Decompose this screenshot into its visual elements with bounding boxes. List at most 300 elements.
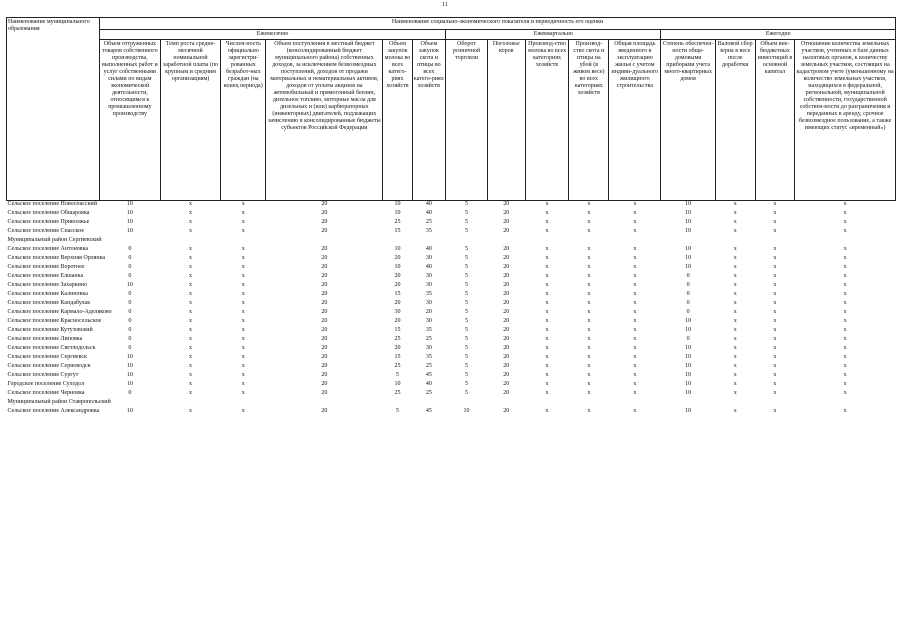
table-cell: 10: [685, 372, 692, 378]
table-cell: 20: [503, 219, 510, 225]
table-cell: x: [773, 273, 777, 279]
table-cell: x: [843, 282, 847, 288]
table-cell: x: [545, 318, 549, 324]
table-row: [7, 408, 896, 417]
table-cell: 20: [321, 282, 328, 288]
table-cell: 20: [321, 201, 328, 207]
table-cell: [795, 399, 896, 408]
table-cell: [487, 237, 525, 246]
table-cell: 5: [396, 408, 400, 414]
column-header: Отношение количества земельных участков, учтенных в базе данных налоговых органов, к количеству земельных участков, состоящих на кадастровом учете (уменьшенному на количество земельных участков, находящихся в федеральной, региональной, муниципальной собственности, государственной собствен-ности до разграничения и переданных в аренду, срочное безвозмездное пользование, а также имеющих статус «временный»): [795, 40, 896, 201]
table-cell: 10: [685, 327, 692, 333]
table-cell: x: [545, 345, 549, 351]
table-cell: x: [633, 219, 637, 225]
table-cell: 15: [394, 291, 401, 297]
group-quarterly: Ежеквартально: [446, 30, 661, 40]
table-cell: 35: [425, 291, 432, 297]
table-cell: x: [733, 372, 737, 378]
table-cell: x: [733, 210, 737, 216]
municipality-name: Сельское поселение Красносельское: [7, 318, 102, 324]
table-cell: [661, 237, 715, 246]
table-row: [7, 264, 896, 273]
table-cell: 30: [425, 300, 432, 306]
table-cell: [266, 237, 383, 246]
table-cell: x: [733, 327, 737, 333]
table-cell: x: [773, 282, 777, 288]
municipality-name: Сельское поселение Александровка: [7, 408, 100, 414]
table-cell: 5: [465, 345, 469, 351]
table-cell: 20: [321, 219, 328, 225]
table-cell: x: [633, 372, 637, 378]
table-cell: x: [773, 264, 777, 270]
table-cell: 10: [394, 264, 401, 270]
table-cell: x: [633, 291, 637, 297]
table-cell: 5: [465, 201, 469, 207]
table-cell: x: [633, 381, 637, 387]
table-cell: x: [241, 246, 245, 252]
table-cell: 10: [126, 219, 133, 225]
table-row: [7, 345, 896, 354]
table-row: [7, 318, 896, 327]
table-cell: 20: [321, 336, 328, 342]
table-cell: 30: [394, 309, 401, 315]
municipality-name: Сельское поселение Кармало-Аделяково: [7, 309, 112, 315]
table-cell: x: [587, 246, 591, 252]
table-cell: 20: [503, 255, 510, 261]
table-cell: [266, 399, 383, 408]
table-cell: x: [545, 273, 549, 279]
table-cell: x: [545, 228, 549, 234]
indicator-main-header: Наименование социально-экономического показателя и периодичность его оценки: [100, 18, 896, 30]
table-cell: 10: [685, 354, 692, 360]
group-yearly: Ежегодно: [661, 30, 896, 40]
municipality-name: Сельское поселение Черновка: [7, 390, 85, 396]
table-cell: x: [241, 363, 245, 369]
table-cell: x: [189, 210, 192, 216]
municipality-name: Сельское поселение Сергиевск: [7, 354, 87, 360]
table-cell: x: [587, 219, 591, 225]
table-cell: x: [587, 318, 591, 324]
column-header: Темп роста средне-месячной номинальной заработной платы (по крупным и средним организациям): [160, 40, 221, 201]
table-cell: 20: [503, 354, 510, 360]
table-cell: x: [545, 372, 549, 378]
municipality-name: Сельское поселение Новоспасский: [7, 201, 97, 207]
table-cell: 40: [425, 264, 432, 270]
table-cell: 30: [425, 345, 432, 351]
table-cell: 0: [686, 282, 690, 288]
table-cell: [412, 399, 445, 408]
table-row: [7, 201, 896, 211]
table-cell: 0: [128, 264, 132, 270]
table-cell: 10: [685, 228, 692, 234]
table-cell: x: [545, 201, 549, 207]
table-cell: [609, 237, 661, 246]
table-cell: x: [633, 282, 637, 288]
table-cell: x: [843, 408, 847, 414]
municipality-column-header: Наименование муниципального образования: [7, 18, 100, 201]
table-cell: x: [587, 354, 591, 360]
table-cell: x: [843, 264, 847, 270]
table-cell: 25: [394, 336, 401, 342]
table-cell: x: [733, 255, 737, 261]
table-row: [7, 246, 896, 255]
table-cell: x: [587, 273, 591, 279]
table-cell: 20: [503, 291, 510, 297]
table-cell: x: [241, 354, 245, 360]
table-cell: 5: [465, 309, 469, 315]
table-row: [7, 309, 896, 318]
table-cell: 10: [126, 282, 133, 288]
table-cell: x: [241, 273, 245, 279]
table-cell: 20: [503, 363, 510, 369]
table-cell: x: [773, 408, 777, 414]
municipality-name: Сельское поселение Верхняя Орлянка: [7, 255, 106, 261]
table-cell: x: [587, 363, 591, 369]
table-cell: x: [189, 381, 192, 387]
district-row: [7, 399, 896, 408]
table-cell: x: [733, 381, 737, 387]
table-cell: 5: [465, 318, 469, 324]
table-cell: x: [633, 390, 637, 396]
table-row: [7, 327, 896, 336]
table-cell: [755, 237, 795, 246]
table-cell: x: [773, 336, 777, 342]
table-cell: 20: [503, 228, 510, 234]
table-cell: x: [633, 327, 637, 333]
municipality-name: Муниципальный район Сергиевский: [7, 237, 102, 243]
table-cell: 5: [465, 354, 469, 360]
table-cell: x: [733, 201, 737, 207]
table-cell: 20: [321, 390, 328, 396]
table-cell: x: [545, 381, 549, 387]
table-cell: 5: [465, 381, 469, 387]
table-cell: x: [733, 264, 737, 270]
table-cell: x: [545, 255, 549, 261]
table-cell: 0: [128, 327, 132, 333]
municipality-name: Сельское поселение Калиновка: [7, 291, 88, 297]
table-cell: 25: [425, 336, 432, 342]
table-cell: [755, 399, 795, 408]
table-cell: x: [241, 345, 245, 351]
table-cell: 0: [686, 273, 690, 279]
table-cell: 0: [128, 345, 132, 351]
table-cell: x: [241, 381, 245, 387]
table-cell: 25: [425, 390, 432, 396]
table-cell: [221, 237, 266, 246]
table-cell: x: [633, 210, 637, 216]
table-cell: 20: [394, 300, 401, 306]
table-cell: 5: [465, 255, 469, 261]
table-cell: x: [733, 219, 737, 225]
table-cell: 15: [394, 327, 401, 333]
table-cell: 25: [394, 390, 401, 396]
municipality-name: Городское поселение Суходол: [7, 381, 85, 387]
table-cell: 10: [685, 246, 692, 252]
table-cell: 10: [685, 408, 692, 414]
table-cell: x: [773, 354, 777, 360]
table-cell: x: [545, 264, 549, 270]
table-cell: 10: [685, 381, 692, 387]
table-cell: 10: [394, 381, 401, 387]
municipality-name: Сельское поселение Захаркино: [7, 282, 88, 288]
table-cell: 0: [686, 336, 690, 342]
table-cell: x: [773, 318, 777, 324]
table-cell: 20: [321, 327, 328, 333]
table-cell: x: [733, 363, 737, 369]
table-cell: x: [843, 246, 847, 252]
table-cell: 10: [126, 363, 133, 369]
table-cell: 10: [126, 381, 133, 387]
table-cell: x: [843, 309, 847, 315]
table-cell: x: [733, 318, 737, 324]
column-header: Объем закупок молока во всех катего-риях хозяйств: [383, 40, 412, 201]
table-cell: x: [587, 255, 591, 261]
table-cell: 20: [394, 282, 401, 288]
table-cell: x: [733, 300, 737, 306]
table-cell: [609, 399, 661, 408]
table-cell: x: [633, 318, 637, 324]
table-cell: x: [633, 300, 637, 306]
table-row: [7, 363, 896, 372]
table-cell: x: [189, 390, 192, 396]
table-cell: 20: [321, 300, 328, 306]
table-cell: 5: [465, 219, 469, 225]
table-cell: 20: [503, 246, 510, 252]
table-cell: x: [587, 327, 591, 333]
municipality-name: Сельское поселение Спасское: [7, 228, 85, 234]
table-header: [7, 18, 896, 201]
table-cell: x: [587, 210, 591, 216]
table-cell: 5: [465, 210, 469, 216]
table-cell: 5: [465, 363, 469, 369]
table-cell: x: [843, 273, 847, 279]
table-cell: x: [189, 219, 192, 225]
table-cell: [525, 399, 569, 408]
table-cell: x: [773, 345, 777, 351]
municipality-name: Сельское поселение Светлодольск: [7, 345, 96, 351]
municipality-name: Сельское поселение Воротнее: [7, 264, 85, 270]
table-cell: x: [241, 390, 245, 396]
table-cell: x: [773, 390, 777, 396]
table-cell: x: [633, 408, 637, 414]
table-cell: 25: [394, 219, 401, 225]
district-row: [7, 237, 896, 246]
table-cell: x: [733, 246, 737, 252]
table-cell: 30: [425, 318, 432, 324]
table-cell: 20: [321, 309, 328, 315]
table-cell: [160, 399, 221, 408]
table-cell: 20: [425, 309, 432, 315]
table-cell: x: [189, 318, 192, 324]
table-row: [7, 336, 896, 345]
table-cell: x: [545, 327, 549, 333]
table-cell: x: [843, 354, 847, 360]
table-cell: x: [587, 228, 591, 234]
table-cell: 0: [128, 300, 132, 306]
table-cell: x: [545, 282, 549, 288]
column-header: Объем закупок скота и птицы во всех катего-риях хозяйств: [412, 40, 445, 201]
municipality-name: Сельское поселение Приволжье: [7, 219, 90, 225]
table-cell: x: [633, 363, 637, 369]
table-row: [7, 228, 896, 237]
table-cell: x: [733, 273, 737, 279]
table-cell: 20: [503, 318, 510, 324]
table-cell: x: [773, 381, 777, 387]
table-cell: [715, 399, 755, 408]
table-cell: 10: [685, 345, 692, 351]
table-cell: x: [773, 291, 777, 297]
table-cell: x: [773, 210, 777, 216]
table-cell: x: [843, 372, 847, 378]
table-cell: [383, 237, 412, 246]
table-cell: x: [587, 201, 591, 207]
table-cell: x: [189, 255, 192, 261]
table-cell: 5: [465, 246, 469, 252]
table-cell: x: [189, 282, 192, 288]
table-cell: 15: [394, 354, 401, 360]
column-header: Производ-ство молока во всех категориях хозяйств: [525, 40, 569, 201]
table-cell: 10: [126, 228, 133, 234]
table-cell: x: [587, 264, 591, 270]
table-cell: x: [189, 354, 192, 360]
table-cell: 0: [128, 246, 132, 252]
table-row: [7, 291, 896, 300]
table-cell: 20: [503, 309, 510, 315]
table-cell: x: [633, 345, 637, 351]
table-cell: x: [241, 318, 245, 324]
table-cell: x: [633, 228, 637, 234]
table-cell: x: [773, 219, 777, 225]
table-cell: 20: [321, 273, 328, 279]
table-cell: 20: [503, 372, 510, 378]
table-cell: x: [189, 273, 192, 279]
table-cell: x: [545, 309, 549, 315]
table-cell: x: [843, 345, 847, 351]
table-cell: x: [773, 201, 777, 207]
table-cell: 20: [321, 291, 328, 297]
table-cell: [661, 399, 715, 408]
table-cell: x: [633, 264, 637, 270]
table-cell: x: [189, 246, 192, 252]
table-cell: x: [733, 336, 737, 342]
table-cell: [795, 237, 896, 246]
municipality-name: Сельское поселение Обшаровка: [7, 210, 90, 216]
table-cell: x: [733, 291, 737, 297]
table-cell: 20: [503, 408, 510, 414]
column-header: Оборот розничной торговли: [446, 40, 488, 201]
table-cell: 0: [128, 273, 132, 279]
table-cell: 20: [394, 318, 401, 324]
table-cell: x: [733, 228, 737, 234]
table-cell: 10: [126, 210, 133, 216]
table-cell: x: [843, 336, 847, 342]
table-cell: x: [241, 291, 245, 297]
table-cell: x: [773, 228, 777, 234]
table-cell: x: [733, 408, 737, 414]
table-cell: x: [733, 390, 737, 396]
group-monthly: Ежемесячно: [100, 30, 446, 40]
table-cell: x: [189, 372, 192, 378]
table-cell: 20: [321, 408, 328, 414]
table-cell: x: [241, 228, 245, 234]
column-header: Числен-ность официально зарегистри-рованных безработ-ных граждан (на конец периода): [221, 40, 266, 201]
table-cell: 20: [503, 336, 510, 342]
table-cell: x: [733, 282, 737, 288]
municipality-name: Сельское поселение Липовка: [7, 336, 83, 342]
table-cell: 5: [465, 291, 469, 297]
table-cell: x: [587, 381, 591, 387]
table-cell: 40: [425, 210, 432, 216]
table-cell: [446, 237, 488, 246]
table-cell: x: [545, 363, 549, 369]
table-cell: x: [545, 291, 549, 297]
table-cell: x: [633, 354, 637, 360]
table-cell: 20: [503, 210, 510, 216]
table-cell: [569, 237, 609, 246]
table-cell: 10: [685, 219, 692, 225]
indicators-table: [6, 17, 896, 417]
table-cell: x: [843, 363, 847, 369]
table-cell: 20: [503, 273, 510, 279]
table-cell: x: [773, 255, 777, 261]
table-cell: x: [843, 201, 847, 207]
table-cell: 20: [321, 381, 328, 387]
table-row: [7, 219, 896, 228]
table-cell: 10: [463, 408, 470, 414]
table-cell: x: [633, 201, 637, 207]
table-cell: 5: [465, 273, 469, 279]
table-cell: [569, 399, 609, 408]
table-cell: 10: [685, 390, 692, 396]
table-cell: x: [189, 264, 192, 270]
table-cell: x: [241, 210, 245, 216]
table-cell: x: [843, 210, 847, 216]
table-row: [7, 282, 896, 291]
table-cell: x: [773, 309, 777, 315]
table-cell: x: [587, 300, 591, 306]
table-cell: x: [545, 246, 549, 252]
table-cell: 10: [685, 210, 692, 216]
table-cell: x: [843, 255, 847, 261]
table-cell: 20: [503, 345, 510, 351]
table-cell: 10: [685, 318, 692, 324]
table-cell: 5: [465, 282, 469, 288]
table-cell: x: [843, 291, 847, 297]
table-cell: x: [189, 336, 192, 342]
municipality-name: Сельское поселение Сургут: [7, 372, 79, 378]
table-cell: 25: [425, 219, 432, 225]
table-cell: 25: [394, 363, 401, 369]
table-cell: 30: [425, 273, 432, 279]
table-cell: x: [587, 408, 591, 414]
column-header: Поголовье коров: [487, 40, 525, 201]
table-cell: 0: [128, 291, 132, 297]
table-cell: [446, 399, 488, 408]
table-cell: x: [773, 327, 777, 333]
table-cell: 45: [425, 408, 432, 414]
table-cell: 35: [425, 327, 432, 333]
table-cell: 10: [394, 210, 401, 216]
table-cell: 0: [686, 291, 690, 297]
table-cell: x: [633, 336, 637, 342]
table-cell: x: [843, 318, 847, 324]
table-cell: x: [843, 381, 847, 387]
table-cell: [100, 237, 161, 246]
table-cell: 10: [685, 201, 692, 207]
table-cell: 10: [126, 354, 133, 360]
table-cell: x: [773, 363, 777, 369]
table-cell: 20: [321, 210, 328, 216]
